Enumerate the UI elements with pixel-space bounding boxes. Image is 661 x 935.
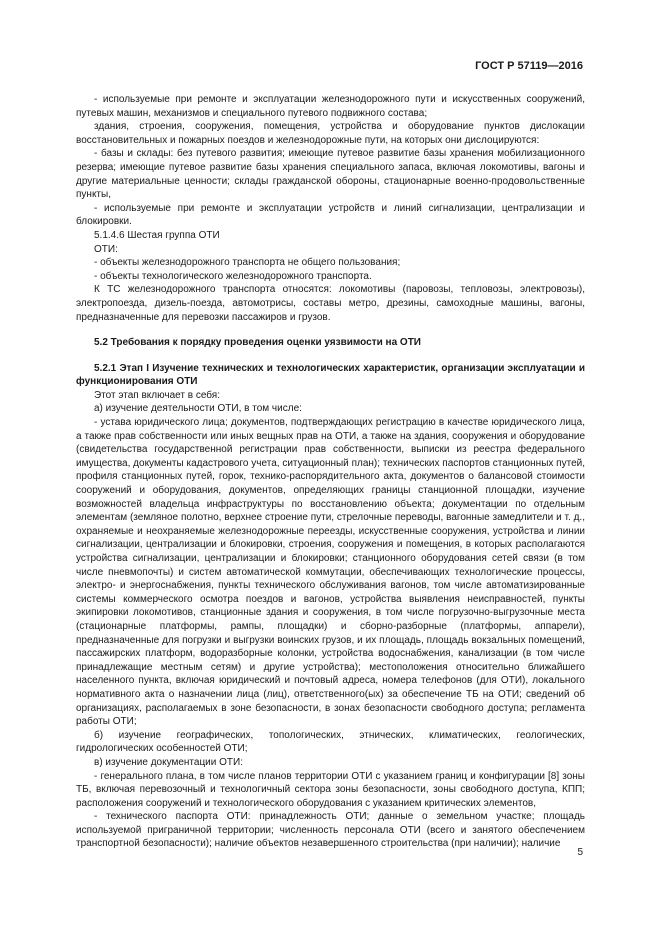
paragraph: ОТИ:	[94, 243, 118, 255]
paragraph: в) изучение документации ОТИ:	[94, 756, 243, 768]
paragraph: а) изучение деятельности ОТИ, в том числе:	[94, 403, 302, 415]
paragraph: - используемые при ремонте и эксплуатации железнодорожного пути и искусственных сооружений, путевых машин, механизмов и специального путевого подвижного состава;	[76, 94, 585, 119]
paragraph: - базы и склады: без путевого развития; имеющие путевое развитие базы хранения мобилизационного резерва; имеющие путевое развитие базы хранения специального запаса, включая локомотивы, вагоны и другие материальные ценности; склады гражданской обороны, стационарные военно-продовольственные пункты,	[76, 148, 585, 201]
paragraph: - генерального плана, в том числе планов территории ОТИ с указанием границ и конфигурации [8] зоны ТБ, включая перевозочный и технологичный сектора зоны безопасности, зоны свободного доступа, КПП; расположения сооружений и технологического оборудования с указанием критических элементов,	[76, 770, 585, 809]
paragraph: здания, строения, сооружения, помещения, устройства и оборудование пунктов дислокации восстановительных и пожарных поездов и железнодорожные пути, на которых они дислоцируются:	[76, 121, 585, 146]
document-body	[76, 93, 585, 851]
list-item: - объекты технологического железнодорожного транспорта.	[94, 270, 372, 282]
paragraph: Этот этап включает в себя:	[94, 389, 220, 401]
paragraph: - технического паспорта ОТИ: принадлежность ОТИ; данные о земельном участке; площадь используемой приграничной территории; численность персонала ОТИ (всего и занятого обеспечением транспортной безопасности); наличие объектов незавершенного строительства (при наличии); наличие	[76, 811, 585, 850]
section-heading: 5.2 Требования к порядку проведения оценки уязвимости на ОТИ	[94, 337, 421, 349]
paragraph: - устава юридического лица; документов, подтверждающих регистрацию в качестве юридического лица, а также прав собственности или иных вещных прав на ОТИ, а также на здания, сооружения и оборудование (свидетельства государственной регистрации прав собственности, выписки из реестра федерального имущества, документы кадастрового учета, ситуационный план); технических паспортов станционных путей, профиля станционных путей, горок, технико-распорядительного акта, документов о балансовой стоимости сооружений и оборудования, документов, определяющих границы станционной площадки, изучение возможностей владельца инфраструктуры по восстановлению объекта; документации по отдельным элементам (земляное полотно, верхнее строение пути, стрелочные переводы, вагонные замедлители и т. д., охраняемые и неохраняемые железнодорожные переезды, искусственные сооружения, устройства и линии сигнализации, централизации и блокировки, строения, сооружения и помещения, в которых располагаются устройства сигнализации, централизации и блокировки; станционного оборудования сетей связи (в том числе пневмопочты) и систем автоматической коммутации, обеспечивающих технологические процессы, электро- и энергоснабжения, пункты технического обслуживания вагонов, том числе автоматизированные системы коммерческого осмотра поездов и вагонов, устройства выявления неисправностей, пункты экипировки локомотивов, станционные здания и сооружения, в том числе погрузочно-выгрузочные места (стационарные платформы, рампы, площадки) и сборно-разборные (платформы, аппарели), предназначенные для погрузки и выгрузки воинских грузов, и их площадь, площадь вокзальных помещений, пассажирских платформ, водоразборные колонки, устройства водоснабжения, канализации (в том числе принадлежащие местным сетям) и другие устройства); местоположения относительно ближайшего населенного пункта, включая юридический и почтовый адреса, номера телефонов (для ОТИ), локального нормативного акта о назначении лица (лиц), ответственного(ых) за обеспечение ТБ на ОТИ; сведений об организациях, располагаемых в зоне безопасности, в зонах безопасности свободного доступа; регламента работы ОТИ;	[76, 417, 585, 728]
clause-heading: 5.1.4.6 Шестая группа ОТИ	[94, 229, 220, 241]
list-item: - объекты железнодорожного транспорта не общего пользования;	[94, 257, 401, 269]
paragraph: К ТС железнодорожного транспорта относятся: локомотивы (паровозы, тепловозы, электровозы), электропоезда, дизель-поезда, автомотрисы, составы метро, дрезины, самоходные машины, вагоны, предназначенные для перевозки пассажиров и грузов.	[76, 284, 585, 323]
paragraph: - используемые при ремонте и эксплуатации устройств и линий сигнализации, централизации и блокировки.	[76, 202, 585, 228]
standard-designation: ГОСТ Р 57119—2016	[475, 60, 583, 72]
paragraph: б) изучение географических, топологических, этнических, климатических, геологических, гидрологических особенностей ОТИ;	[76, 729, 585, 755]
subsection-heading: 5.2.1 Этап I Изучение технических и технологических характеристик, организации эксплуатации и функционирования ОТИ	[76, 362, 585, 388]
page-number: 5	[577, 847, 583, 858]
